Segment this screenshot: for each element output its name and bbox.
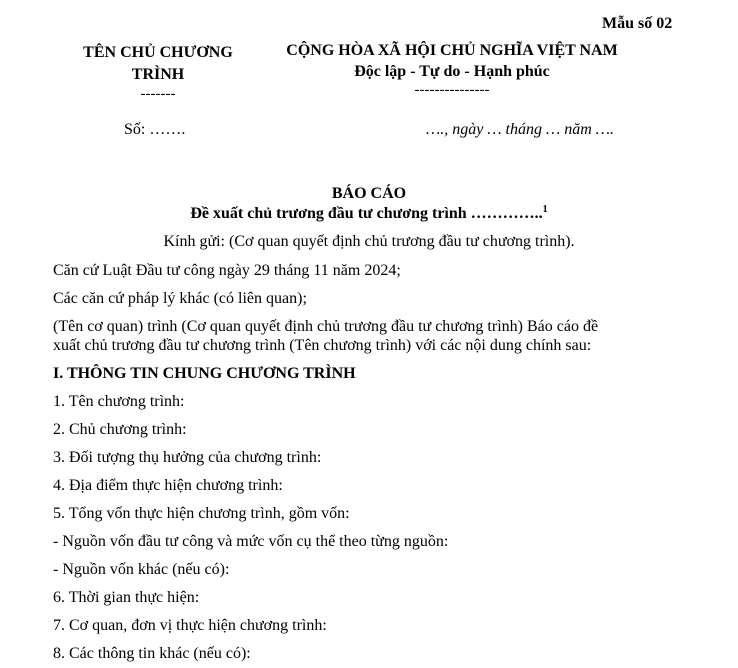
list-item: 4. Địa điểm thực hiện chương trình: (53, 477, 283, 494)
list-item: 6. Thời gian thực hiện: (53, 589, 200, 606)
footnote-mark: 1 (542, 204, 548, 215)
issuer-separator: ------- (140, 86, 176, 102)
legal-basis-1: Căn cứ Luật Đầu tư công ngày 29 tháng 11 năm 2024; (53, 262, 401, 279)
national-separator: --------------- (414, 82, 490, 98)
issuer-name-line2: TRÌNH (131, 66, 185, 83)
section-1-heading: I. THÔNG TIN CHUNG CHƯƠNG TRÌNH (53, 365, 356, 382)
national-title: CỘNG HÒA XÃ HỘI CHỦ NGHĨA VIỆT NAM (286, 42, 618, 59)
intro-line-1: (Tên cơ quan) trình (Cơ quan quyết định chủ trương đầu tư chương trình) Báo cáo đề (53, 318, 599, 335)
list-item: 8. Các thông tin khác (nếu có): (53, 645, 251, 662)
list-item: 2. Chủ chương trình: (53, 421, 187, 438)
national-motto: Độc lập - Tự do - Hạnh phúc (354, 63, 550, 80)
document-date: …., ngày … tháng … năm …. (426, 121, 615, 138)
national-header (270, 40, 634, 98)
list-item: 7. Cơ quan, đơn vị thực hiện chương trình: (53, 617, 327, 634)
report-title: BÁO CÁO (331, 185, 407, 202)
issuer-header (66, 42, 250, 102)
list-item: 5. Tổng vốn thực hiện chương trình, gồm vốn: (53, 505, 350, 522)
intro-line-2: xuất chủ trương đầu tư chương trình (Tên chương trình) với các nội dung chính sau: (53, 337, 592, 354)
report-subtitle-text: Đề xuất chủ trương đầu tư chương trình ………….. (190, 205, 543, 222)
list-item: - Nguồn vốn đầu tư công và mức vốn cụ thể theo từng nguồn: (53, 533, 449, 550)
legal-basis-2: Các căn cứ pháp lý khác (có liên quan); (53, 290, 307, 307)
issuer-name-line1: TÊN CHỦ CHƯƠNG (83, 44, 233, 61)
document-number: Số: ……. (124, 121, 186, 138)
report-subtitle (0, 204, 738, 224)
list-item: - Nguồn vốn khác (nếu có): (53, 561, 230, 578)
list-item: 1. Tên chương trình: (53, 393, 185, 410)
recipient-line: Kính gửi: (Cơ quan quyết định chủ trương đầu tư chương trình). (163, 233, 575, 250)
form-number: Mẫu số 02 (602, 15, 673, 32)
list-item: 3. Đối tượng thụ hưởng của chương trình: (53, 449, 322, 466)
